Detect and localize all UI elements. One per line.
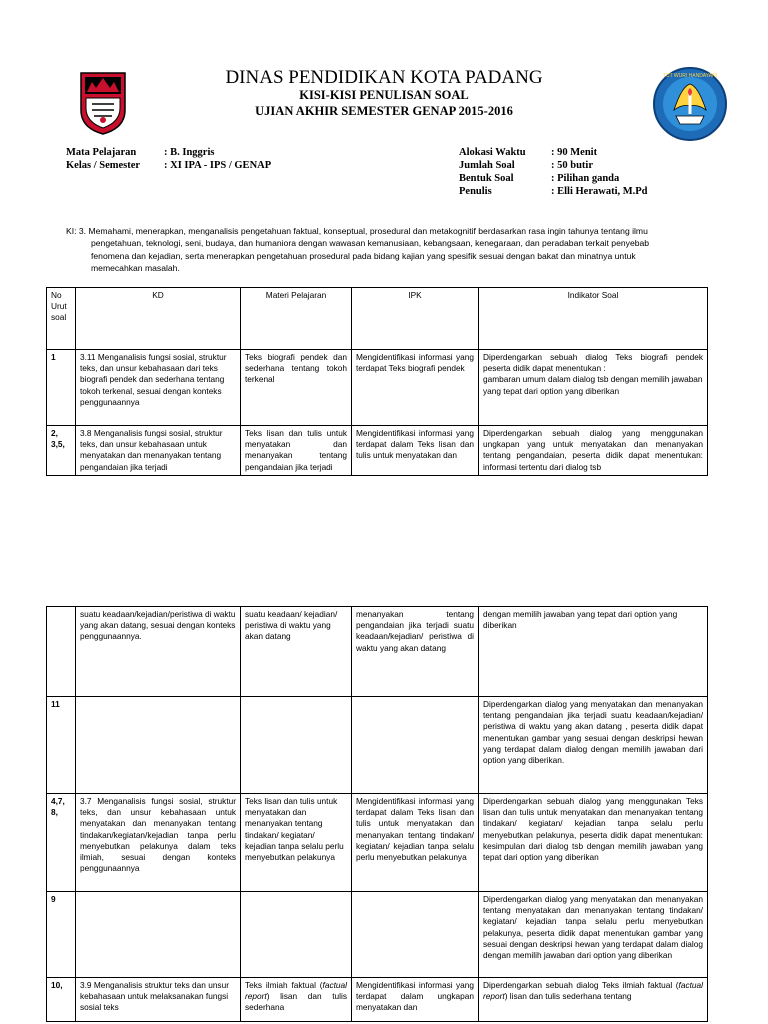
ki-line: memecahkan masalah. [91,262,180,273]
ki-line: pengetahuan, teknologi, seni, budaya, dan humaniora dengan wawasan kemanusiaan, kebangsaan, kenegaraan, dan peradaban terkait penyebab [91,238,650,249]
materi-text: Teks ilmiah faktual ( [245,980,323,990]
cell-no: 9 [47,892,76,978]
cell-indikator: dengan memilih jawaban yang tepat dari option yang diberikan [479,607,708,697]
table-row [47,978,708,1022]
cell-materi [241,697,352,794]
meta-value: : 90 Menit [551,147,598,158]
cell-ipk [352,697,479,794]
cell-indikator: Diperdengarkan sebuah dialog yang menggunakan ungkapan yang untuk menyatakan dan menanyakan tentang pengandaian, peserta didik dapat menentukan: informasi tertentu dari dialog tsb [479,426,708,476]
meta-label: Penulis [459,186,492,197]
header-kd: KD [76,288,241,350]
meta-row [66,159,271,172]
cell-indikator: Diperdengarkan dialog yang menyatakan dan menanyakan tentang pengandaian jika terjadi suatu keadaan/kejadian/ peristiwa di waktu yang akan datang , peserta didik dapat menentukan gambar yang sesuai dengan deskripsi hewan yang terdapat dalam dialog dengan memilih jawaban dari option yang diberikan. [479,697,708,794]
materi-italic: factual report [245,980,347,1002]
indikator-italic: factual report [483,980,703,1002]
kisi-table-page-2 [46,606,708,1022]
table-row [47,892,708,978]
cell-no: 2, 3,5, [47,426,76,476]
page-subtitle: KISI-KISI PENULISAN SOAL [299,88,469,102]
exam-title: UJIAN AKHIR SEMESTER GENAP 2015-2016 [255,104,513,118]
cell-kd [76,697,241,794]
table-header-row [47,288,708,350]
meta-left [66,146,271,172]
cell-kd: 3.9 Menganalisis struktur teks dan unsur kebahasaan untuk melaksanakan fungsi sosial teks [76,978,241,1022]
meta-value: : XI IPA - IPS / GENAP [164,160,272,171]
cell-ipk [352,892,479,978]
meta-row [459,146,648,159]
indikator-text: Diperdengarkan sebuah dialog Teks ilmiah faktual ( [483,980,679,990]
cell-materi: Teks biografi pendek dan sederhana tentang tokoh terkenal [241,350,352,426]
table-row [47,350,708,426]
table-row [47,794,708,892]
cell-materi [241,978,352,1022]
cell-kd: suatu keadaan/kejadian/peristiwa di waktu yang akan datang, sesuai dengan konteks penggunaannya. [76,607,241,697]
cell-indikator [479,350,708,426]
cell-materi: Teks lisan dan tulis untuk menyatakan dan menanyakan tentang pengandaian jika terjadi [241,426,352,476]
ki-line: fenomena dan kejadian, serta menerapkan pengetahuan prosedural pada bidang kajian yang spesifik sesuai dengan bakat dan minatnya untuk [91,250,636,261]
meta-label: Mata Pelajaran [66,147,137,158]
meta-row [459,172,648,185]
meta-row [459,159,648,172]
indikator-line: gambaran umum dalam dialog tsb dengan memilih jawaban yang tepat dari option yang diberikan [483,374,703,396]
cell-ipk: Mengidentifikasi informasi yang terdapat dalam Teks lisan dan tulis untuk menyatakan dan menanyakan tentang tindakan/ kegiatan/ kejadian tanpa selalu perlu menyebutkan pelakunya [352,794,479,892]
header-no: No Urut soal [47,288,76,350]
meta-value: : B. Inggris [164,147,215,158]
page-title: DINAS PENDIDIKAN KOTA PADANG [225,67,543,88]
table-row [47,426,708,476]
header-indikator: Indikator Soal [479,288,708,350]
meta-value: : Elli Herawati, M.Pd [551,186,648,197]
cell-kd: 3.7 Menganalisis fungsi sosial, struktur teks, dan unsur kebahasaan untuk menyatakan dan menanyakan tentang tindakan/kegiatan/kejadian tanpa perlu menyebutkan pelakunya dalam teks ilmiah, sesuai dengan konteks penggunaannya [76,794,241,892]
meta-value: : Pilihan ganda [551,173,620,184]
ki-paragraph [66,225,716,274]
indikator-text: ) lisan dan tulis sederhana tentang [504,991,632,1002]
cell-kd: 3.8 Menganalisis fungsi sosial, struktur teks, dan unsur kebahasaan untuk menyatakan dan menanyakan tentang pengandaian jika terjadi [76,426,241,476]
indikator-line: Diperdengarkan sebuah dialog Teks biografi pendek peserta didik dapat menentukan : [483,352,703,374]
seal-text: TUT WURI HANDAYANI [662,73,718,79]
cell-materi: suatu keadaan/ kejadian/ peristiwa di waktu yang akan datang [241,607,352,697]
meta-row [66,146,271,159]
meta-value: : 50 butir [551,160,593,171]
cell-materi [241,892,352,978]
kisi-table-page-1 [46,287,708,476]
meta-row [459,185,648,198]
cell-indikator [479,978,708,1022]
cell-kd: 3.11 Menganalisis fungsi sosial, struktur teks, dan unsur kebahasaan dari teks biografi pendek dan sederhana tentang tokoh terkenal, sesuai dengan konteks penggunaannya [76,350,241,426]
header-materi: Materi Pelajaran [241,288,352,350]
ki-line: KI: 3. Memahami, menerapkan, menganalisis pengetahuan faktual, konseptual, prosedural dan metakognitif berdasarkan rasa ingin tahunya tentang ilmu [66,226,648,236]
cell-indikator: Diperdengarkan sebuah dialog yang menggunakan Teks lisan dan tulis untuk menyatakan dan menanyakan tentang tindakan/ kegiatan/ kejadian tanpa selalu perlu menyebutkan pelakunya, peserta didik dapat menentukan: kesimpulan dari dialog tsb dengan memilih jawaban yang tepat dari option yang diberikan [479,794,708,892]
meta-right [459,146,648,198]
meta-label: Bentuk Soal [459,173,514,184]
cell-kd [76,892,241,978]
table-row [47,607,708,697]
cell-no: 4,7, 8, [47,794,76,892]
cell-no: 10, [47,978,76,1022]
meta-label: Kelas / Semester [66,160,141,171]
cell-ipk: Mengidentifikasi informasi yang terdapat dalam Teks lisan dan tulis untuk menyatakan dan [352,426,479,476]
table-row [47,697,708,794]
cell-no: 1 [47,350,76,426]
materi-text: ) lisan dan tulis sederhana [245,991,347,1013]
cell-ipk: Mengidentifikasi informasi yang terdapat dalam ungkapan menyatakan dan [352,978,479,1022]
cell-ipk: Mengidentifikasi informasi yang terdapat Teks biografi pendek [352,350,479,426]
meta-label: Alokasi Waktu [459,147,526,158]
header-ipk: IPK [352,288,479,350]
cell-ipk: menanyakan tentang pengandaian jika terjadi suatu keadaan/kejadian/ peristiwa di waktu yang akan datang [352,607,479,697]
meta-label: Jumlah Soal [459,160,515,171]
cell-no [47,607,76,697]
cell-no: 11 [47,697,76,794]
cell-indikator: Diperdengarkan dialog yang menyatakan dan menanyakan tentang menyatakan dan menanyakan tentang tindakan/ kegiatan/ kejadian tanpa selalu perlu menyebutkan pelakunya, peserta didik dapat menentukan gambar yang sesuai dengan deskripsi hewan yang terdapat dalam dialog dengan memilih jawaban dari option yang diberikan [479,892,708,978]
cell-materi: Teks lisan dan tulis untuk menyatakan dan menanyakan tentang tindakan/ kegiatan/ kejadian tanpa selalu perlu menyebutkan pelakunya [241,794,352,892]
